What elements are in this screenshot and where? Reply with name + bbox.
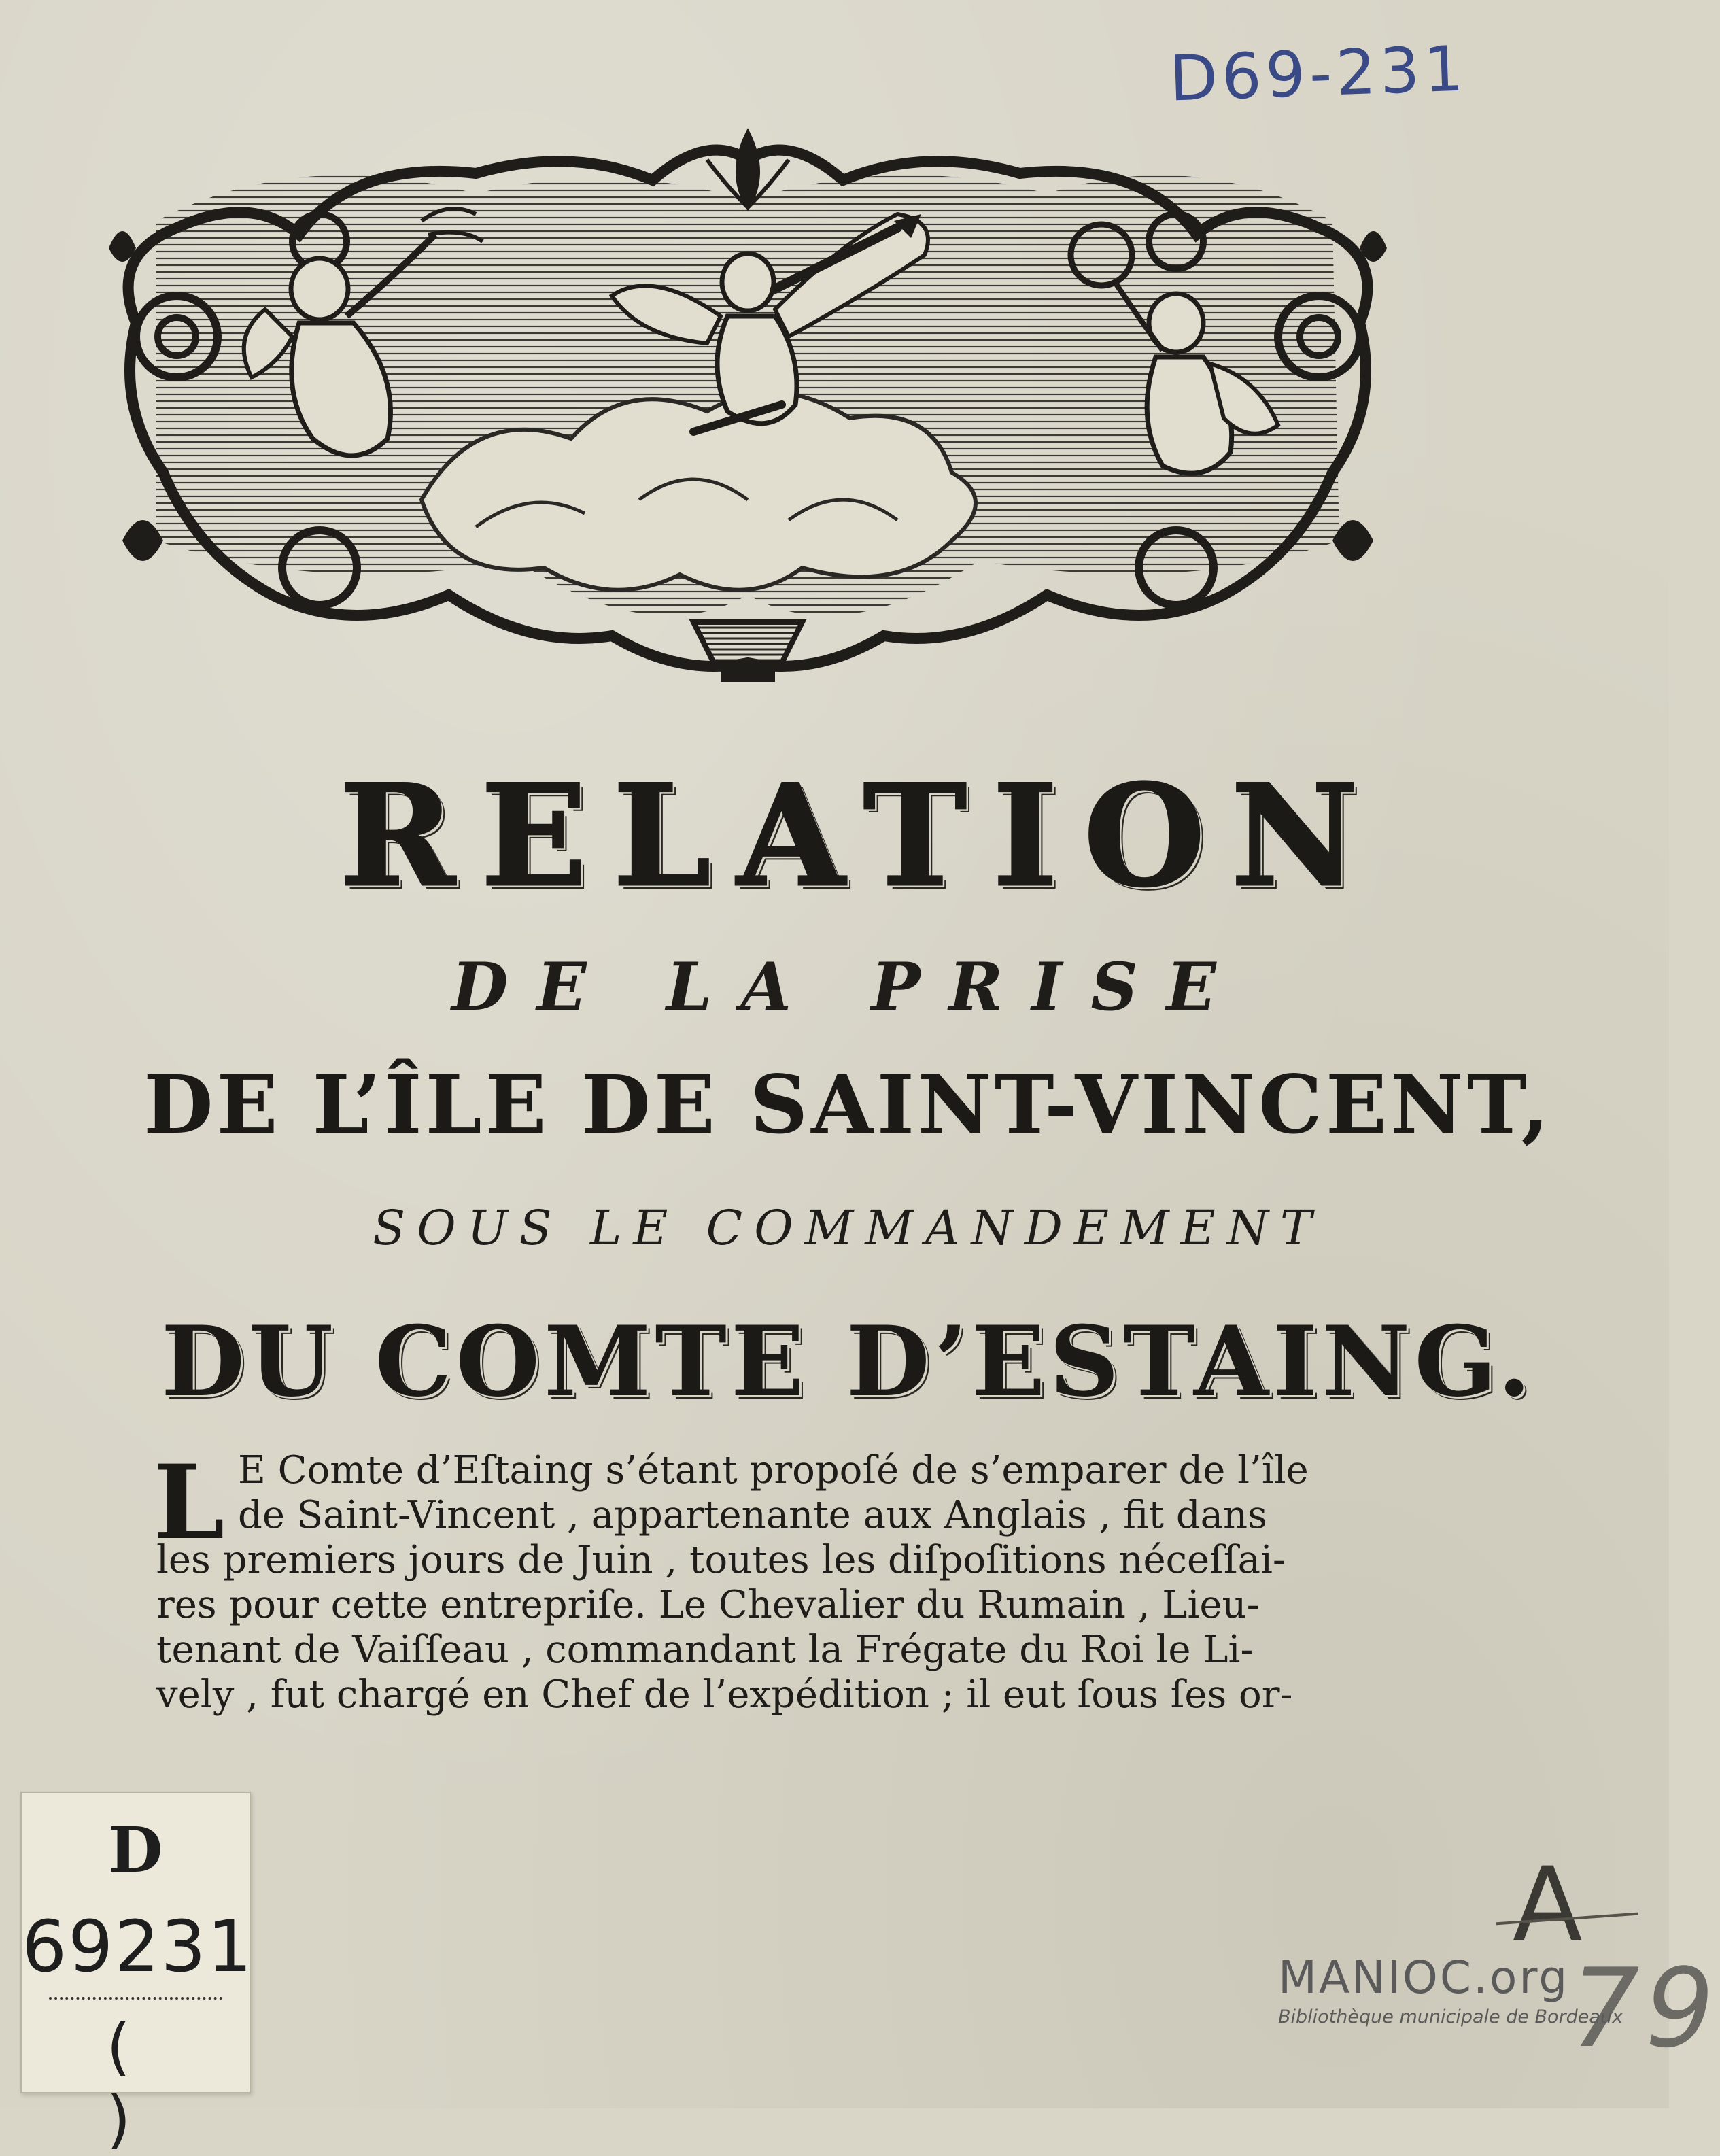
manioc-watermark <box>1278 1951 1632 2027</box>
title-relation: RELATION <box>339 755 1384 918</box>
body-line: de Saint-Vincent , appartenante aux Anglais , fit dans <box>238 1493 1267 1537</box>
body-line: les premiers jours de Juin , toutes les diſpoſitions néceſſai- <box>156 1538 1286 1582</box>
watermark-name: MANIOC.org <box>1278 1951 1570 2004</box>
engraved-vignette-image <box>95 119 1400 690</box>
handwritten-letter: A <box>1513 1846 1583 1964</box>
label-dotted-rule <box>49 1997 222 2000</box>
title-ile-saint-vincent: DE L’ÎLE DE SAINT-VINCENT, <box>143 1057 1553 1152</box>
body-line: vely , fut chargé en Chef de l’expédition ; il eut ſous ſes or- <box>156 1673 1293 1717</box>
title-sous-le-commandement: SOUS LE COMMANDEMENT <box>373 1200 1324 1256</box>
handwritten-number: 79 <box>1570 1945 1720 2072</box>
drop-cap-letter: L <box>153 1443 225 1562</box>
title-du-comte-destaing: DU COMTE D’ESTAING. <box>161 1305 1535 1418</box>
label-series: D <box>108 1813 163 1887</box>
body-paragraph <box>156 1448 1394 1717</box>
handwritten-shelfmark: D69-231 <box>1168 32 1469 116</box>
label-parens: ( ) <box>106 2010 192 2156</box>
title-de-la-prise: DE LA PRISE <box>451 948 1245 1025</box>
body-line: E Comte d’Eſtaing s’étant propoſé de s’emparer de l’île <box>238 1448 1309 1492</box>
body-line: tenant de Vaiſſeau , commandant la Frégate du Roi le Li- <box>156 1628 1254 1672</box>
library-call-number-label <box>20 1792 254 2156</box>
label-number: 69231 <box>22 1905 254 1988</box>
watermark-subtitle: Bibliothèque municipale de Bordeaux <box>1278 2006 1623 2027</box>
body-line: res pour cette entrepriſe. Le Chevalier du Rumain , Lieu- <box>156 1583 1260 1627</box>
